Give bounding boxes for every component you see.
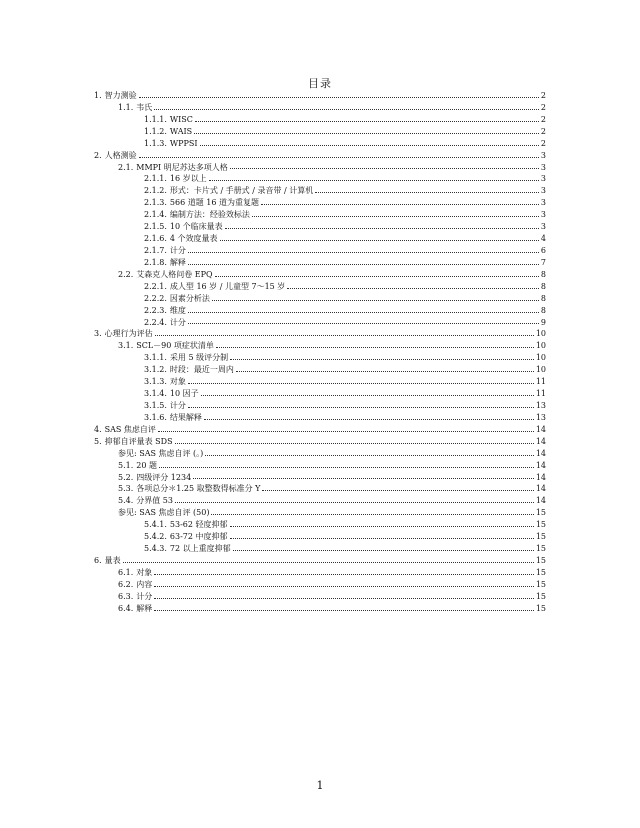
toc-entry-number: 2.1.2.	[144, 186, 167, 196]
toc-entry-page: 15	[535, 591, 546, 601]
toc-entry-text: 人格测验	[104, 150, 137, 160]
toc-entry-number: 1.1.	[118, 102, 134, 112]
toc-entry[interactable]	[94, 412, 546, 424]
toc-dot-leader	[188, 323, 539, 324]
toc-dot-leader	[154, 109, 539, 110]
toc-entry-page: 14	[535, 448, 546, 458]
toc-entry-label	[144, 293, 210, 305]
toc-entry-text: 维度	[169, 305, 186, 315]
toc-entry-label	[144, 543, 231, 555]
toc-dot-leader	[188, 407, 534, 408]
toc-entry-label	[144, 531, 228, 543]
toc-entry-page: 14	[535, 496, 546, 506]
toc-entry-page: 14	[535, 460, 546, 470]
toc-entry[interactable]	[94, 495, 546, 507]
toc-entry-page: 3	[540, 198, 546, 208]
toc-entry[interactable]	[94, 221, 546, 233]
toc-entry-number: 1.1.3.	[144, 138, 167, 148]
toc-entry-label	[144, 388, 199, 400]
toc-entry[interactable]	[94, 245, 546, 257]
toc-entry-label	[118, 269, 213, 281]
toc-dot-leader	[175, 443, 534, 444]
toc-entry-text: 分界值 53	[136, 496, 173, 506]
toc-entry-text: 抑郁自评量表 SDS	[104, 436, 173, 446]
toc-entry-text: 计分	[136, 591, 153, 601]
toc-entry-page: 4	[540, 234, 546, 244]
toc-entry-number: 2.2.1.	[144, 281, 167, 291]
toc-entry-number: 2.	[94, 150, 102, 160]
toc-dot-leader	[261, 204, 539, 205]
toc-entry-page: 7	[540, 257, 546, 267]
toc-entry[interactable]	[94, 483, 546, 495]
toc-entry-text: 各项总分＊1.25 取整数得标准分 Y	[136, 484, 261, 494]
toc-entry-number: 1.1.2.	[144, 126, 167, 136]
toc-entry-label	[94, 328, 153, 340]
toc-entry[interactable]	[94, 126, 546, 138]
toc-dot-leader	[195, 121, 539, 122]
toc-dot-leader	[216, 347, 534, 348]
toc-entry-label	[144, 245, 186, 257]
toc-entry-text: 因素分析法	[169, 293, 210, 303]
toc-entry-page: 15	[535, 567, 546, 577]
toc-dot-leader	[230, 538, 534, 539]
toc-dot-leader	[287, 288, 539, 289]
toc-entry[interactable]	[94, 162, 546, 174]
toc-entry[interactable]	[94, 400, 546, 412]
toc-entry-text: 解释	[136, 603, 153, 613]
toc-entry-number: 5.4.3.	[144, 544, 167, 554]
toc-entry-page: 2	[540, 114, 546, 124]
toc-entry-label	[144, 400, 186, 412]
toc-entry-text: 结果解释	[169, 412, 202, 422]
toc-entry-number: 1.	[94, 91, 102, 100]
toc-entry[interactable]	[94, 507, 546, 519]
toc-entry-page: 15	[535, 508, 546, 518]
toc-entry-page: 14	[535, 472, 546, 482]
toc-entry-label	[144, 352, 228, 364]
toc-entry-text: 10 因子	[169, 389, 199, 399]
toc-entry[interactable]	[94, 448, 546, 460]
toc-entry-page: 8	[540, 293, 546, 303]
toc-dot-leader	[215, 276, 539, 277]
toc-dot-leader	[154, 586, 534, 587]
toc-entry-page: 15	[535, 579, 546, 589]
toc-entry-label	[94, 150, 137, 162]
toc-dot-leader	[252, 216, 539, 217]
toc-entry-text: SCL－90 项症状清单	[136, 341, 214, 351]
toc-entry-number: 3.1.6.	[144, 412, 167, 422]
toc-entry-text: MMPI 明尼苏达多项人格	[136, 162, 228, 172]
toc-entry-label	[144, 173, 207, 185]
toc-entry[interactable]	[94, 257, 546, 269]
toc-entry-page: 10	[535, 353, 546, 363]
toc-entry-page: 11	[535, 389, 546, 399]
toc-entry-number: 5.4.2.	[144, 532, 167, 542]
toc-entry[interactable]	[94, 173, 546, 185]
toc-dot-leader	[188, 252, 539, 253]
toc-entry-number: 2.1.6.	[144, 234, 167, 244]
toc-entry-label	[144, 257, 186, 269]
toc-entry-text: 20 题	[136, 460, 157, 470]
toc-entry-page: 10	[535, 365, 546, 375]
toc-entry-number: 2.2.3.	[144, 305, 167, 315]
toc-entry-label	[118, 340, 214, 352]
toc-entry-number: 4.	[94, 424, 102, 434]
toc-entry-label	[144, 519, 228, 531]
toc-entry-page: 13	[535, 400, 546, 410]
toc-entry[interactable]	[94, 591, 546, 603]
toc-entry[interactable]	[94, 150, 546, 162]
toc-entry[interactable]	[94, 376, 546, 388]
toc-entry-text: 16 岁以上	[169, 174, 207, 184]
toc-entry-number: 2.1.1.	[144, 174, 167, 184]
toc-dot-leader	[139, 97, 539, 98]
toc-entry-page: 8	[540, 281, 546, 291]
toc-entry-page: 3	[540, 162, 546, 172]
toc-dot-leader	[154, 598, 534, 599]
toc-entry-page: 3	[540, 174, 546, 184]
toc-dot-leader	[188, 264, 539, 265]
toc-entry-label	[144, 221, 223, 233]
toc-dot-leader	[154, 574, 534, 575]
toc-entry[interactable]	[94, 519, 546, 531]
toc-entry-number: 5.1.	[118, 460, 134, 470]
toc-entry-label	[118, 591, 152, 603]
toc-dot-leader	[188, 312, 539, 313]
toc-entry[interactable]	[94, 436, 546, 448]
toc-entry-label	[118, 579, 152, 591]
toc-entry-label	[118, 507, 209, 519]
toc-entry-text: 智力测验	[104, 91, 137, 100]
toc-entry-number: 3.1.2.	[144, 365, 167, 375]
toc-dot-leader	[159, 467, 534, 468]
toc-entry-text: 计分	[169, 317, 186, 327]
toc-entry-text: 参见: SAS 焦虑自评 (。)	[118, 448, 204, 458]
toc-entry[interactable]	[94, 317, 546, 329]
toc-entry-label	[144, 197, 259, 209]
toc-entry-page: 15	[535, 532, 546, 542]
toc-entry-text: 计分	[169, 245, 186, 255]
toc-entry-number: 5.4.	[118, 496, 134, 506]
toc-entry-text: 对象	[169, 377, 186, 387]
toc-entry-text: 内容	[136, 579, 153, 589]
toc-entry[interactable]	[94, 293, 546, 305]
toc-entry[interactable]	[94, 531, 546, 543]
toc-entry-label	[144, 317, 186, 329]
toc-entry[interactable]	[94, 424, 546, 436]
toc-entry-label	[94, 90, 137, 102]
toc-entry-label	[118, 102, 152, 114]
toc-entry-text: 艾森克人格问卷 EPQ	[136, 269, 213, 279]
toc-entry-number: 3.1.3.	[144, 377, 167, 387]
toc-entry-number: 5.2.	[118, 472, 134, 482]
toc-entry[interactable]	[94, 197, 546, 209]
toc-entry-number: 2.1.	[118, 162, 134, 172]
toc-entry[interactable]	[94, 352, 546, 364]
toc-entry-number: 3.1.	[118, 341, 134, 351]
toc-entry-label	[118, 162, 228, 174]
toc-entry-label	[144, 281, 285, 293]
toc-entry-page: 2	[540, 91, 546, 100]
toc-entry-label	[118, 603, 152, 615]
toc-entry-number: 2.2.	[118, 269, 134, 279]
toc-entry-page: 15	[535, 555, 546, 565]
toc-entry-label	[144, 126, 192, 138]
toc-entry-text: 韦氏	[136, 102, 153, 112]
toc-entry-page: 14	[535, 484, 546, 494]
toc-entry-text: 四级评分 1234	[136, 472, 192, 482]
toc-entry-text: 4 个效度量表	[169, 234, 218, 244]
toc-entry-text: WPPSI	[169, 138, 198, 148]
toc-entry-number: 6.2.	[118, 579, 134, 589]
toc-entry[interactable]	[94, 340, 546, 352]
toc-entry[interactable]	[94, 567, 546, 579]
toc-entry-text: 形式：卡片式 / 手册式 / 录音带 / 计算机	[169, 186, 314, 196]
toc-entry-page: 8	[540, 269, 546, 279]
toc-entry[interactable]	[94, 543, 546, 555]
toc-entry-text: 编制方法：经验效标法	[169, 210, 250, 220]
toc-entry-page: 6	[540, 245, 546, 255]
toc-entry-number: 3.1.4.	[144, 389, 167, 399]
toc-dot-leader	[193, 478, 534, 479]
toc-entry-label	[94, 555, 121, 567]
toc-entry-page: 8	[540, 305, 546, 315]
toc-entry-page: 15	[535, 520, 546, 530]
toc-dot-leader	[155, 335, 534, 336]
toc-entry-text: 量表	[104, 555, 121, 565]
toc-entry-number: 6.1.	[118, 567, 134, 577]
toc-entry[interactable]	[94, 305, 546, 317]
toc-entry-number: 2.1.3.	[144, 198, 167, 208]
toc-entry-number: 5.4.1.	[144, 520, 167, 530]
toc-entry-text: WAIS	[169, 126, 193, 136]
toc-entry-number: 3.	[94, 329, 102, 339]
toc-entry-text: 63-72 中度抑郁	[169, 532, 228, 542]
toc-entry-number: 3.1.5.	[144, 400, 167, 410]
toc-entry[interactable]	[94, 460, 546, 472]
toc-entry-label	[94, 424, 156, 436]
toc-entry-text: SAS 焦虑自评	[104, 424, 156, 434]
toc-entry-label	[118, 448, 203, 460]
toc-entry[interactable]	[94, 472, 546, 484]
toc-entry-number: 6.	[94, 555, 102, 565]
toc-entry-label	[144, 412, 202, 424]
toc-entry[interactable]	[94, 90, 546, 102]
toc-entry-label	[144, 138, 198, 150]
toc-entry-page: 15	[535, 544, 546, 554]
toc-entry-text: 解释	[169, 257, 186, 267]
toc-entry-text: WISC	[169, 114, 193, 124]
toc-entry-label	[144, 185, 313, 197]
toc-entry-page: 3	[540, 186, 546, 196]
toc-entry-label	[118, 495, 173, 507]
toc-entry-number: 5.3.	[118, 484, 134, 494]
toc-dot-leader	[201, 395, 534, 396]
toc-dot-leader	[175, 502, 534, 503]
toc-entry-page: 3	[540, 210, 546, 220]
toc-dot-leader	[209, 180, 539, 181]
toc-dot-leader	[233, 550, 534, 551]
toc-entry[interactable]	[94, 579, 546, 591]
toc-dot-leader	[211, 514, 533, 515]
toc-entry-number: 5.	[94, 436, 102, 446]
toc-dot-leader	[194, 133, 539, 134]
toc-dot-leader	[158, 431, 534, 432]
toc-dot-leader	[123, 562, 534, 563]
toc-entry-page: 2	[540, 102, 546, 112]
toc-entry[interactable]	[94, 138, 546, 150]
toc-entry-number: 2.1.4.	[144, 210, 167, 220]
toc-entry-page: 10	[535, 329, 546, 339]
toc-dot-leader	[154, 610, 534, 611]
toc-dot-leader	[315, 192, 539, 193]
toc-entry-page: 2	[540, 138, 546, 148]
toc-entry[interactable]	[94, 209, 546, 221]
toc-entry-page: 11	[535, 377, 546, 387]
toc-entry-text: 参见: SAS 焦虑自评 (50)	[118, 508, 210, 518]
toc-entry[interactable]	[94, 281, 546, 293]
toc-entry-page: 15	[535, 603, 546, 613]
toc-entry-text: 对象	[136, 567, 153, 577]
toc-dot-leader	[220, 240, 539, 241]
toc-entry-label	[144, 305, 186, 317]
toc-entry-label	[144, 376, 186, 388]
toc-dot-leader	[236, 371, 534, 372]
page-number: 1	[316, 779, 324, 792]
toc-entry-page: 10	[535, 341, 546, 351]
toc-dot-leader	[200, 145, 539, 146]
toc-entry-label	[118, 483, 260, 495]
toc-entry-text: 计分	[169, 400, 186, 410]
toc-entry-text: 10 个临床量表	[169, 222, 223, 232]
toc-entry-number: 2.1.8.	[144, 257, 167, 267]
toc-entry-number: 2.1.5.	[144, 222, 167, 232]
toc-entry-page: 14	[535, 436, 546, 446]
toc-entry-page: 3	[540, 222, 546, 232]
toc-entry-text: 心理行为评估	[104, 329, 153, 339]
toc-entry-page: 13	[535, 412, 546, 422]
toc-entry[interactable]	[94, 603, 546, 615]
toc-entry[interactable]	[94, 185, 546, 197]
toc-entry[interactable]	[94, 555, 546, 567]
toc-entry-label	[144, 114, 193, 126]
toc-entry-number: 6.4.	[118, 603, 134, 613]
toc-entry-text: 72 以上重度抑郁	[169, 544, 231, 554]
toc-entry-number: 2.1.7.	[144, 245, 167, 255]
toc-entry-text: 成人型 16 岁 / 儿童型 7～15 岁	[169, 281, 286, 291]
toc-entry-number: 3.1.1.	[144, 353, 167, 363]
table-of-contents	[94, 90, 546, 615]
toc-entry-label	[144, 364, 234, 376]
toc-entry-number: 6.3.	[118, 591, 134, 601]
toc-entry-page: 14	[535, 424, 546, 434]
toc-entry-label	[118, 472, 191, 484]
toc-dot-leader	[212, 300, 539, 301]
toc-dot-leader	[139, 157, 539, 158]
toc-dot-leader	[230, 359, 534, 360]
toc-entry-label	[144, 233, 218, 245]
toc-entry[interactable]	[94, 233, 546, 245]
toc-entry-label	[94, 436, 173, 448]
toc-dot-leader	[262, 490, 533, 491]
toc-entry-number: 2.2.2.	[144, 293, 167, 303]
toc-entry[interactable]	[94, 388, 546, 400]
toc-entry-text: 566 道题 16 道为重复题	[169, 198, 259, 208]
toc-entry[interactable]	[94, 328, 546, 340]
toc-dot-leader	[205, 455, 534, 456]
toc-entry-text: 53-62 轻度抑郁	[169, 520, 228, 530]
toc-entry-page: 3	[540, 150, 546, 160]
toc-dot-leader	[204, 419, 534, 420]
toc-entry-label	[118, 460, 157, 472]
toc-entry-number: 1.1.1.	[144, 114, 167, 124]
toc-entry-page: 9	[540, 317, 546, 327]
toc-entry[interactable]	[94, 269, 546, 281]
toc-dot-leader	[225, 228, 539, 229]
page-title: 目录	[308, 77, 332, 90]
toc-entry-label	[144, 209, 250, 221]
toc-entry-number: 2.2.4.	[144, 317, 167, 327]
toc-dot-leader	[230, 526, 534, 527]
toc-entry-text: 采用 5 级评分制	[169, 353, 229, 363]
toc-entry[interactable]	[94, 102, 546, 114]
toc-entry-page: 2	[540, 126, 546, 136]
toc-dot-leader	[230, 168, 539, 169]
toc-entry-text: 时段：最近一周内	[169, 365, 234, 375]
toc-dot-leader	[188, 383, 534, 384]
toc-entry[interactable]	[94, 114, 546, 126]
toc-entry[interactable]	[94, 364, 546, 376]
toc-entry-label	[118, 567, 152, 579]
